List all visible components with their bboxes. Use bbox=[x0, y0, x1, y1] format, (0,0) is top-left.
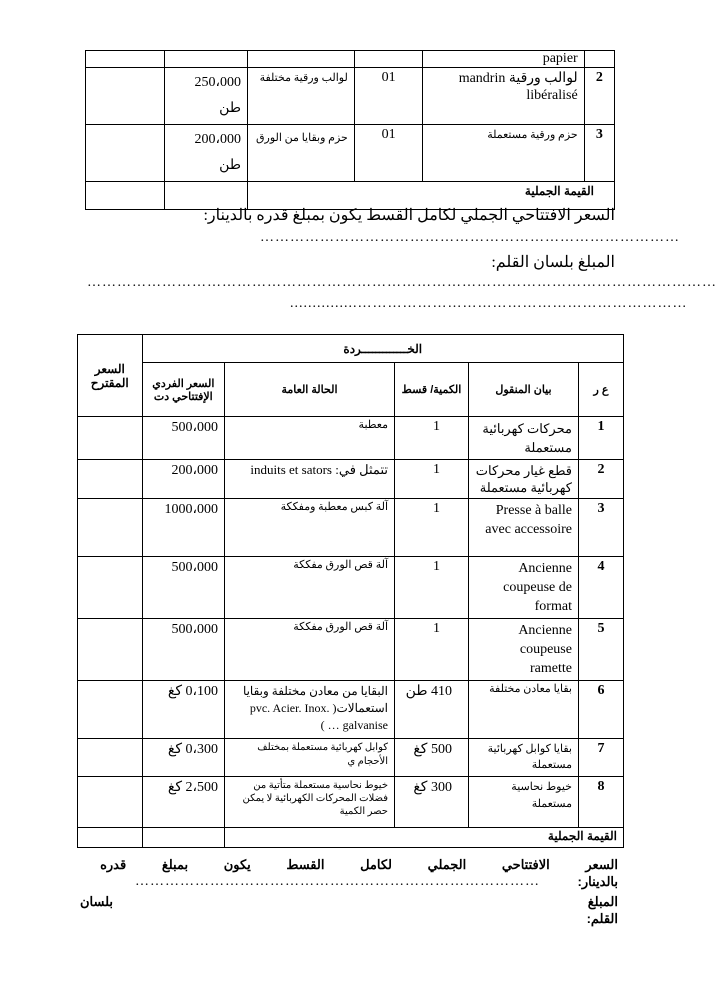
item-condition: البقايا من معادن مختلفة وبقايا استعمالات( pvc. Acier. Inox. galvanise … ) bbox=[225, 681, 395, 739]
item-num: 5 bbox=[578, 619, 623, 681]
footer-amount-label: المبلغ bbox=[587, 894, 618, 909]
item-price: 200،000 طن bbox=[165, 125, 248, 182]
item-num: 6 bbox=[578, 681, 623, 739]
item-num: 3 bbox=[584, 125, 614, 182]
dotted-line: ...............………………………………………………………… bbox=[290, 296, 688, 311]
item-price: 500،000 bbox=[142, 619, 224, 681]
table-row bbox=[78, 777, 624, 828]
dotted-line: ………………………………………………………………………… bbox=[260, 230, 680, 245]
footer-word: لكامل bbox=[360, 857, 392, 872]
item-desc: خيوط نحاسية مستعملة bbox=[468, 777, 578, 828]
item-price: 0،100 كغ bbox=[142, 681, 224, 739]
item-condition: خيوط نحاسية مستعملة متأتية من فضلات المحركات الكهربائية لا يمكن حصر الكمية bbox=[225, 777, 395, 828]
dotted-line: ……………………………………………………………………… bbox=[135, 874, 540, 889]
footer-word: الافتتاحي bbox=[501, 857, 550, 872]
item-price: 1000،000 bbox=[142, 499, 224, 557]
footer-word: القسط bbox=[286, 857, 325, 872]
item-desc: لوالب ورقية mandrin libéralisé bbox=[423, 68, 584, 125]
table-row bbox=[78, 557, 624, 619]
footer-word: الجملي bbox=[427, 857, 467, 872]
table-row bbox=[78, 619, 624, 681]
table-row bbox=[78, 499, 624, 557]
footer-pen-label: القلم: bbox=[586, 911, 618, 926]
amount-words-label: المبلغ بلسان القلم: bbox=[491, 254, 615, 271]
condition-header: الحالة العامة bbox=[225, 363, 395, 417]
item-price: 0،300 كغ bbox=[142, 739, 224, 777]
item-desc: محركات كهربائية مستعملة bbox=[468, 417, 578, 460]
table-row bbox=[86, 125, 615, 182]
item-qty: 500 كغ bbox=[395, 739, 469, 777]
footer-price-line bbox=[100, 857, 618, 873]
total-label: القيمة الجملية bbox=[547, 829, 617, 843]
lot-table-continued bbox=[85, 50, 615, 210]
scrap-group-header: الخـــــــــــــردة bbox=[142, 335, 623, 363]
item-desc: حزم ورقية مستعملة bbox=[423, 125, 584, 182]
footer-word: يكون bbox=[223, 857, 251, 872]
proposed-price-header: السعر المقترح bbox=[78, 335, 143, 417]
item-condition: كوابل كهربائية مستعملة بمختلف الأحجام ي bbox=[225, 739, 395, 777]
item-qty: 1 bbox=[395, 417, 469, 460]
table-header-row bbox=[78, 335, 624, 363]
table-row bbox=[86, 51, 615, 68]
table-header-row bbox=[78, 363, 624, 417]
item-desc: Presse à balle avec accessoire bbox=[468, 499, 578, 557]
total-label: القيمة الجملية bbox=[524, 184, 594, 198]
item-desc: Ancienne coupeuse de format bbox=[468, 557, 578, 619]
item-condition: معطبة bbox=[225, 417, 395, 460]
item-num: 4 bbox=[578, 557, 623, 619]
total-row bbox=[78, 828, 624, 848]
footer-dinar-label: بالدينار: bbox=[577, 874, 618, 889]
item-price: 250،000 طن bbox=[165, 68, 248, 125]
item-condition: لوالب ورقية مختلفة bbox=[247, 68, 354, 125]
table-row bbox=[86, 68, 615, 125]
item-qty: 1 bbox=[395, 499, 469, 557]
item-desc: بقايا معادن مختلفة bbox=[468, 681, 578, 739]
dotted-line: ……………………………………………………………………………………………………………… bbox=[87, 275, 717, 290]
footer-words-label: بلسان bbox=[80, 894, 114, 909]
quantity-header: الكمية/ قسط bbox=[395, 363, 469, 417]
item-qty: 1 bbox=[395, 460, 469, 499]
footer-word: قدره bbox=[100, 857, 127, 872]
item-desc: Ancienne coupeuse ramette bbox=[468, 619, 578, 681]
item-price: 2،500 كغ bbox=[142, 777, 224, 828]
item-num: 1 bbox=[578, 417, 623, 460]
item-num: 2 bbox=[578, 460, 623, 499]
item-condition: آلة قص الورق مفككة bbox=[225, 619, 395, 681]
item-qty: 1 bbox=[395, 619, 469, 681]
item-desc: papier bbox=[423, 51, 584, 68]
item-qty: 01 bbox=[354, 125, 423, 182]
item-qty: 01 bbox=[354, 68, 423, 125]
item-num: 3 bbox=[578, 499, 623, 557]
item-condition: آلة قص الورق مفككة bbox=[225, 557, 395, 619]
item-condition: حزم وبقايا من الورق bbox=[247, 125, 354, 182]
scrap-table bbox=[77, 334, 624, 848]
description-header: بيان المنقول bbox=[468, 363, 578, 417]
opening-price-line: السعر الافتتاحي الجملي لكامل القسط يكون بمبلغ قدره بالدينار: bbox=[203, 207, 615, 224]
item-num: 8 bbox=[578, 777, 623, 828]
row-number-header: ع ر bbox=[578, 363, 623, 417]
item-qty: 1 bbox=[395, 557, 469, 619]
footer-word: بمبلغ bbox=[161, 857, 189, 872]
item-price: 500،000 bbox=[142, 557, 224, 619]
item-desc: قطع غيار محركات كهربائية مستعملة bbox=[468, 460, 578, 499]
item-desc: بقايا كوابل كهربائية مستعملة bbox=[468, 739, 578, 777]
item-num: 2 bbox=[584, 68, 614, 125]
table-row bbox=[78, 460, 624, 499]
item-num: 7 bbox=[578, 739, 623, 777]
item-qty: 300 كغ bbox=[395, 777, 469, 828]
item-condition: تتمثل في: induits et sators bbox=[225, 460, 395, 499]
table-row bbox=[78, 681, 624, 739]
item-condition: آلة كبس معطبة ومفككة bbox=[225, 499, 395, 557]
unit-price-header: السعر الفردي الإفتتاحي دت bbox=[142, 363, 224, 417]
footer-word: السعر bbox=[585, 857, 618, 872]
item-qty: 410 طن bbox=[395, 681, 469, 739]
table-row bbox=[78, 739, 624, 777]
table-row bbox=[78, 417, 624, 460]
item-price: 500،000 bbox=[142, 417, 224, 460]
item-price: 200،000 bbox=[142, 460, 224, 499]
